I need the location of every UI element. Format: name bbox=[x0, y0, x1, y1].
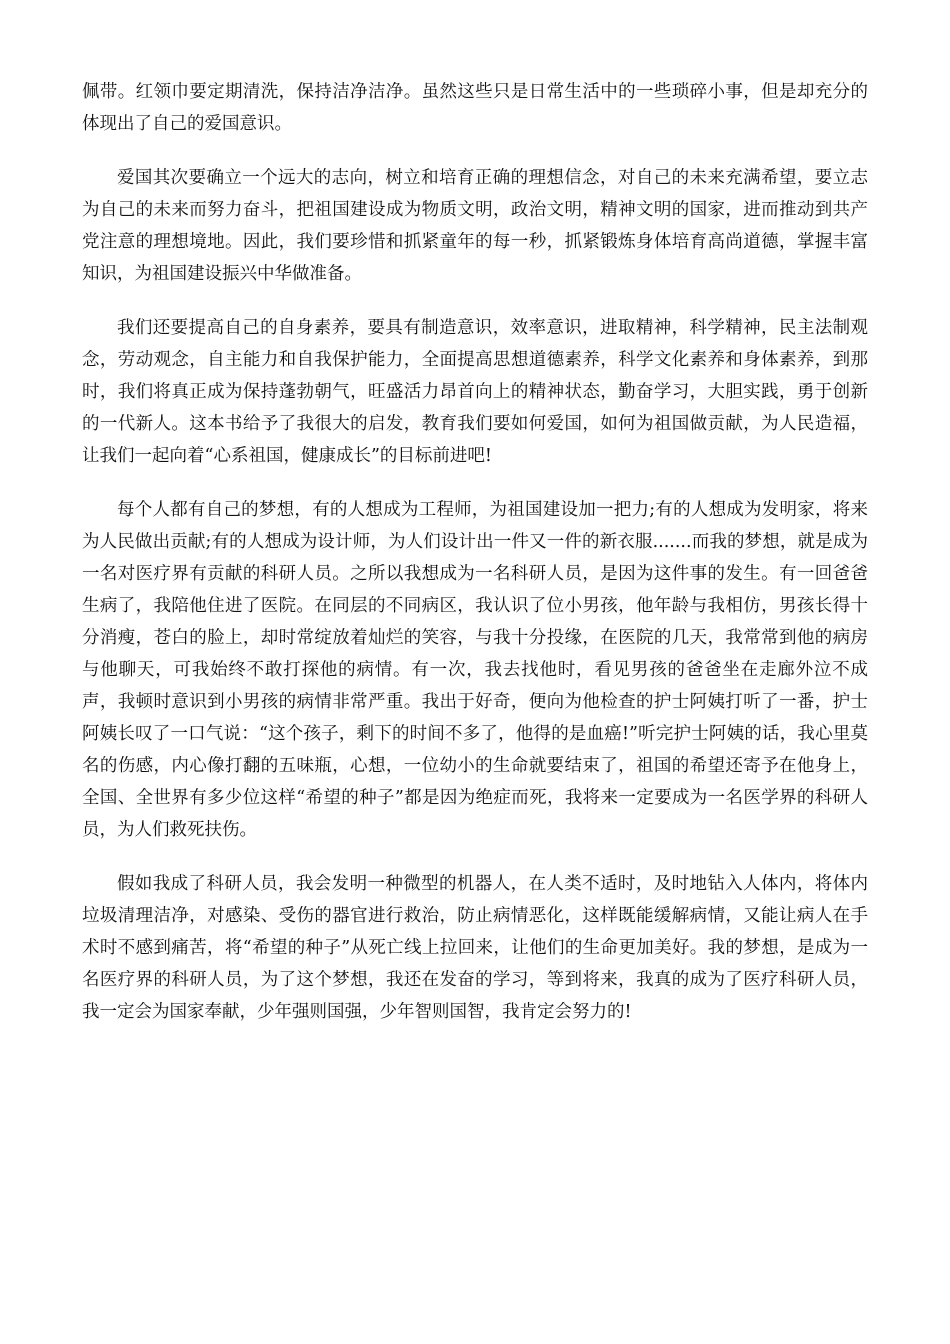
paragraph-aspiration: 爱国其次要确立一个远大的志向，树立和培育正确的理想信念，对自己的未来充满希望，要立志为自己的未来而努力奋斗，把祖国建设成为物质文明，政治文明，精神文明的国家，进而推动到共产党注意的理想境地。因此，我们要珍惜和抓紧童年的每一秒，抓紧锻炼身体培育高尚道德，掌握丰富知识，为祖国建设振兴中华做准备。 bbox=[82, 168, 868, 284]
paragraph-dream-story: 每个人都有自己的梦想，有的人想成为工程师，为祖国建设加一把力;有的人想成为发明家，将来为人民做出贡献;有的人想成为设计师，为人们设计出一件又一件的新衣服.......而我的梦想，就是成为一名对医疗界有贡献的科研人员。之所以我想成为一名科研人员，是因为这件事的发生。有一回爸爸生病了，我陪他住进了医院。在同层的不同病区，我认识了位小男孩，他年龄与我相仿，男孩长得十分消瘦，苍白的脸上，却时常绽放着灿烂的笑容，与我十分投缘，在医院的几天，我常常到他的病房与他聊天，可我始终不敢打探他的病情。有一次，我去找他时，看见男孩的爸爸坐在走廊外泣不成声，我顿时意识到小男孩的病情非常严重。我出于好奇，便向为他检查的护士阿姨打听了一番，护士阿姨长叹了一口气说：“这个孩子，剩下的时间不多了，他得的是血癌!”听完护士阿姨的话，我心里莫名的伤感，内心像打翻的五味瓶，心想，一位幼小的生命就要结束了，祖国的希望还寄予在他身上，全国、全世界有多少位这样“希望的种子”都是因为绝症而死，我将来一定要成为一名医学界的科研人员，为人们救死扶伤。 bbox=[82, 500, 868, 840]
document-page bbox=[82, 76, 868, 1050]
paragraph-self-cultivation: 我们还要提高自己的自身素养，要具有制造意识，效率意识，进取精神，科学精神，民主法制观念，劳动观念，自主能力和自我保护能力，全面提高思想道德素养，科学文化素养和身体素养，到那时，我们将真正成为保持蓬勃朝气，旺盛活力昂首向上的精神状态，勤奋学习，大胆实践，勇于创新的一代新人。这本书给予了我很大的启发，教育我们要如何爱国，如何为祖国做贡献，为人民造福，让我们一起向着“心系祖国，健康成长”的目标前进吧! bbox=[82, 318, 868, 466]
paragraph-researcher-dream: 假如我成了科研人员，我会发明一种微型的机器人，在人类不适时，及时地钻入人体内，将体内垃圾清理洁净，对感染、受伤的器官进行救治，防止病情恶化，这样既能缓解病情，又能让病人在手术时不感到痛苦，将“希望的种子”从死亡线上拉回来，让他们的生命更加美好。我的梦想，是成为一名医疗界的科研人员，为了这个梦想，我还在发奋的学习，等到将来，我真的成为了医疗科研人员，我一定会为国家奉献，少年强则国强，少年智则国智，我肯定会努力的! bbox=[82, 874, 868, 1022]
paragraph-continuation: 佩带。红领巾要定期清洗，保持洁净洁净。虽然这些只是日常生活中的一些琐碎小事，但是却充分的体现出了自己的爱国意识。 bbox=[82, 82, 868, 134]
